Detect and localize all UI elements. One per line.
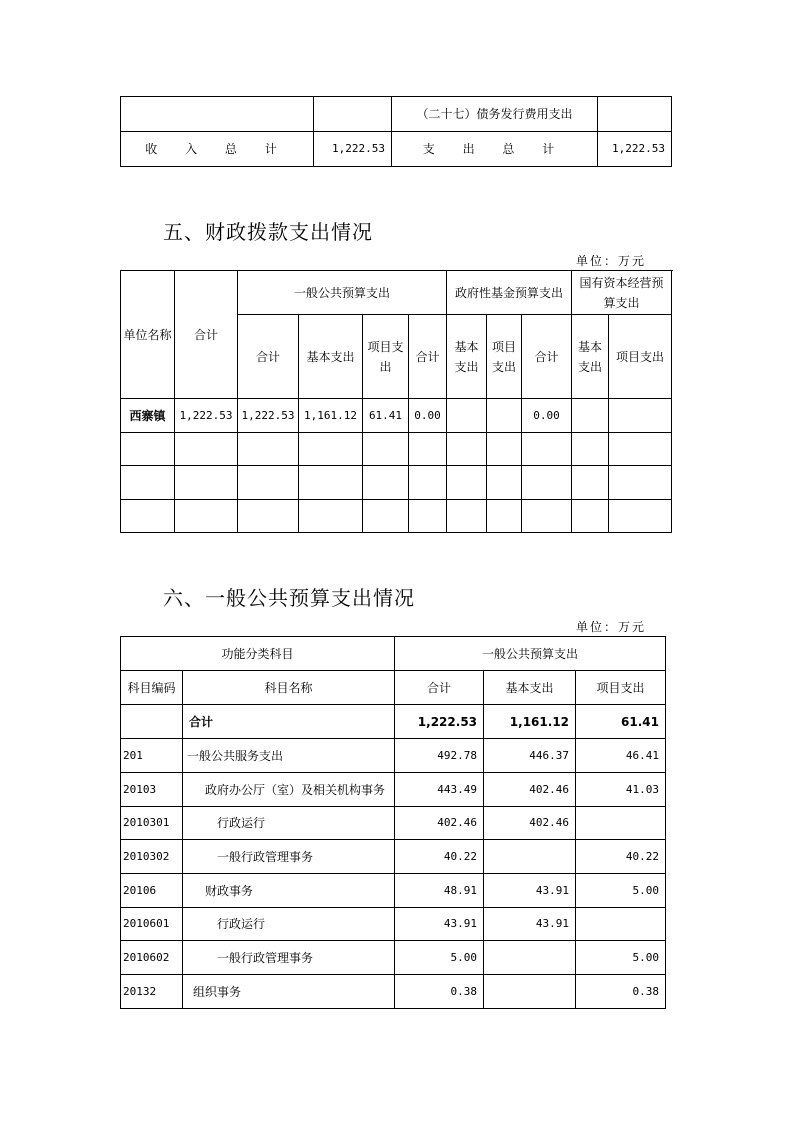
table-row <box>121 840 666 874</box>
header-general-budget: 一般公共预算支出 <box>238 271 447 315</box>
header-total: 合计 <box>175 271 238 399</box>
row-gb-basic: 1,161.12 <box>299 399 363 433</box>
header-gov-fund: 政府性基金预算支出 <box>447 271 572 315</box>
row-name: 组织事务 <box>183 975 395 1009</box>
income-expense-totals-table <box>120 96 672 167</box>
row-name: 财政事务 <box>183 874 395 908</box>
section-title: 五、财政拨款支出情况 <box>163 220 373 244</box>
row-project: 40.22 <box>576 840 666 874</box>
empty-row <box>121 500 672 533</box>
row-total: 43.91 <box>395 908 484 941</box>
row-basic: 402.46 <box>484 807 576 840</box>
unit-label: 单位：万元 <box>576 254 647 268</box>
row-project: 61.41 <box>576 705 666 739</box>
row-code: 20132 <box>121 975 183 1009</box>
header-gb-project: 项目支出 <box>363 315 409 399</box>
header-gf-basic: 基本支出 <box>447 315 487 399</box>
table-row <box>121 739 666 773</box>
header-sc-project: 项目支出 <box>609 315 672 399</box>
header-unit-name: 单位名称 <box>121 271 175 399</box>
header-gf-project: 项目支出 <box>487 315 522 399</box>
row-total: 1,222.53 <box>175 399 238 433</box>
row-basic: 1,161.12 <box>484 705 576 739</box>
expense-total-value: 1,222.53 <box>598 132 672 167</box>
row-code: 20106 <box>121 874 183 908</box>
unit-label: 单位：万元 <box>576 620 647 634</box>
row-code: 2010602 <box>121 941 183 975</box>
table-row <box>121 941 666 975</box>
row-total: 1,222.53 <box>395 705 484 739</box>
empty-row <box>121 466 672 500</box>
row-basic: 43.91 <box>484 874 576 908</box>
row-total: 48.91 <box>395 874 484 908</box>
row-basic: 43.91 <box>484 908 576 941</box>
header-basic: 基本支出 <box>484 671 576 705</box>
table-row <box>121 975 666 1009</box>
empty-cell <box>314 97 392 132</box>
row-total: 492.78 <box>395 739 484 773</box>
row-basic: 402.46 <box>484 773 576 807</box>
row-total: 402.46 <box>395 807 484 840</box>
row-project: 41.03 <box>576 773 666 807</box>
empty-row <box>121 433 672 466</box>
row-gf-total: 0.00 <box>409 399 447 433</box>
row-code: 2010301 <box>121 807 183 840</box>
table-row <box>121 773 666 807</box>
table-row <box>121 807 666 840</box>
row-code: 2010302 <box>121 840 183 874</box>
header-gb-total: 合计 <box>238 315 299 399</box>
header-func-category: 功能分类科目 <box>121 637 395 671</box>
expense-total-label: 支 出 总 计 <box>392 132 598 167</box>
row-basic <box>484 840 576 874</box>
expense-item-label: （二十七）债务发行费用支出 <box>392 97 598 132</box>
row-code <box>121 705 183 739</box>
row-total: 0.38 <box>395 975 484 1009</box>
row-project <box>576 807 666 840</box>
row-name: 政府办公厅（室）及相关机构事务 <box>183 773 395 807</box>
header-state-capital: 国有资本经营预算支出 <box>572 271 672 315</box>
header-code: 科目编码 <box>121 671 183 705</box>
row-name: 合计 <box>183 705 395 739</box>
row-name: 一般公共服务支出 <box>183 739 395 773</box>
row-name: 一般行政管理事务 <box>183 941 395 975</box>
empty-cell <box>598 97 672 132</box>
income-total-value: 1,222.53 <box>314 132 392 167</box>
header-gf-total: 合计 <box>409 315 447 399</box>
row-project: 46.41 <box>576 739 666 773</box>
row-unit-name: 西寨镇 <box>121 399 175 433</box>
row-code: 20103 <box>121 773 183 807</box>
empty-cell <box>447 399 487 433</box>
row-project: 0.38 <box>576 975 666 1009</box>
row-total: 40.22 <box>395 840 484 874</box>
row-gb-total: 1,222.53 <box>238 399 299 433</box>
row-basic <box>484 975 576 1009</box>
empty-cell <box>609 399 672 433</box>
table-row <box>121 705 666 739</box>
general-budget-expense-table <box>120 636 666 1009</box>
row-basic: 446.37 <box>484 739 576 773</box>
row-code: 2010601 <box>121 908 183 941</box>
row-basic <box>484 941 576 975</box>
row-name: 行政运行 <box>183 807 395 840</box>
table-row <box>121 874 666 908</box>
section-title: 六、一般公共预算支出情况 <box>163 586 415 610</box>
header-sc-basic: 基本支出 <box>572 315 609 399</box>
row-project: 5.00 <box>576 874 666 908</box>
row-total: 5.00 <box>395 941 484 975</box>
header-sc-total: 合计 <box>522 315 572 399</box>
fiscal-appropriation-table <box>120 270 672 533</box>
header-general-budget: 一般公共预算支出 <box>395 637 666 671</box>
header-total: 合计 <box>395 671 484 705</box>
row-project: 5.00 <box>576 941 666 975</box>
row-code: 201 <box>121 739 183 773</box>
header-gb-basic: 基本支出 <box>299 315 363 399</box>
row-name: 一般行政管理事务 <box>183 840 395 874</box>
row-name: 行政运行 <box>183 908 395 941</box>
header-project: 项目支出 <box>576 671 666 705</box>
empty-cell <box>487 399 522 433</box>
row-total: 443.49 <box>395 773 484 807</box>
empty-cell <box>572 399 609 433</box>
row-gb-project: 61.41 <box>363 399 409 433</box>
row-sc-total: 0.00 <box>522 399 572 433</box>
income-total-label: 收 入 总 计 <box>121 132 314 167</box>
table-row <box>121 908 666 941</box>
row-project <box>576 908 666 941</box>
empty-cell <box>121 97 314 132</box>
header-name: 科目名称 <box>183 671 395 705</box>
